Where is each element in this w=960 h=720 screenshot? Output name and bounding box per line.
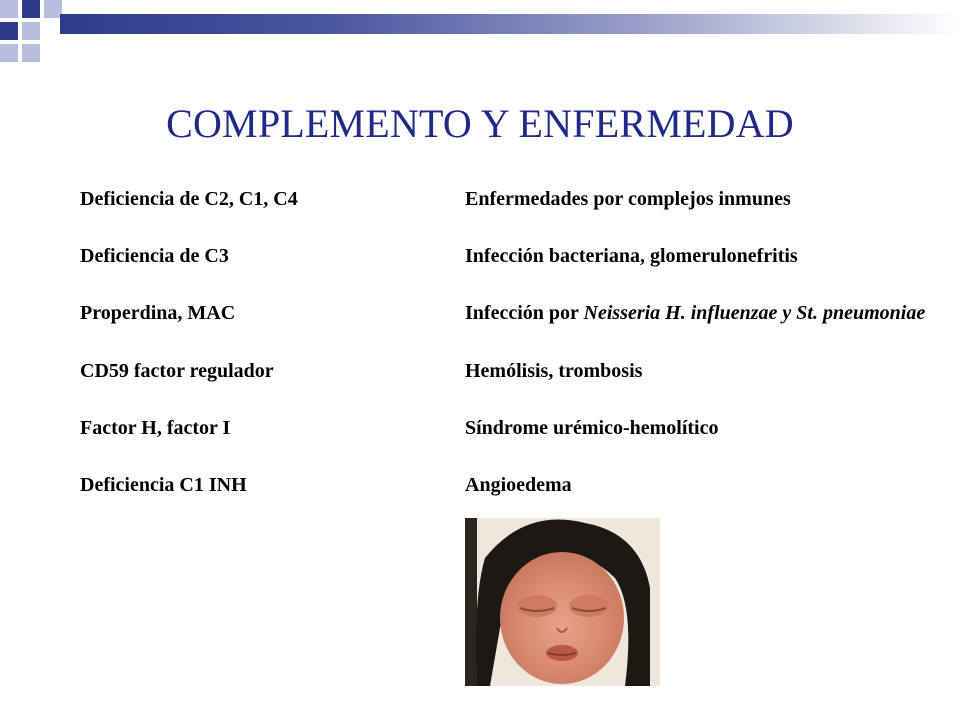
disease-pathogens: Neisseria H. influenzae y St. pneumoniae bbox=[583, 302, 926, 324]
deficiency-label: Deficiencia de C2, C1, C4 bbox=[80, 188, 298, 210]
deficiency-label: Deficiencia de C3 bbox=[80, 245, 229, 267]
header-square-dark-2 bbox=[0, 22, 18, 40]
slide-title: COMPLEMENTO Y ENFERMEDAD bbox=[166, 101, 794, 146]
face-illustration bbox=[465, 518, 660, 686]
disease-label: Angioedema bbox=[465, 474, 572, 496]
deficiency-label: Properdina, MAC bbox=[80, 302, 236, 324]
disease-label: Enfermedades por complejos inmunes bbox=[465, 188, 791, 210]
deficiency-label: CD59 factor regulador bbox=[80, 360, 274, 382]
disease-prefix: Infección por bbox=[465, 302, 584, 324]
header-gradient-bar bbox=[60, 14, 960, 34]
header-square-light-3 bbox=[22, 22, 40, 40]
header-square-light-4 bbox=[0, 44, 18, 62]
disease-label bbox=[465, 300, 935, 326]
header-square-light-1 bbox=[0, 0, 18, 18]
disease-label: Hemólisis, trombosis bbox=[465, 360, 643, 382]
deficiency-label: Factor H, factor I bbox=[80, 417, 231, 439]
disease-label: Infección bacteriana, glomerulonefritis bbox=[465, 245, 798, 267]
header-square-dark-1 bbox=[22, 0, 40, 18]
header-square-light-5 bbox=[22, 44, 40, 62]
deficiency-label: Deficiencia C1 INH bbox=[80, 474, 247, 496]
disease-label: Síndrome urémico-hemolítico bbox=[465, 417, 719, 439]
angioedema-photo bbox=[465, 518, 660, 686]
